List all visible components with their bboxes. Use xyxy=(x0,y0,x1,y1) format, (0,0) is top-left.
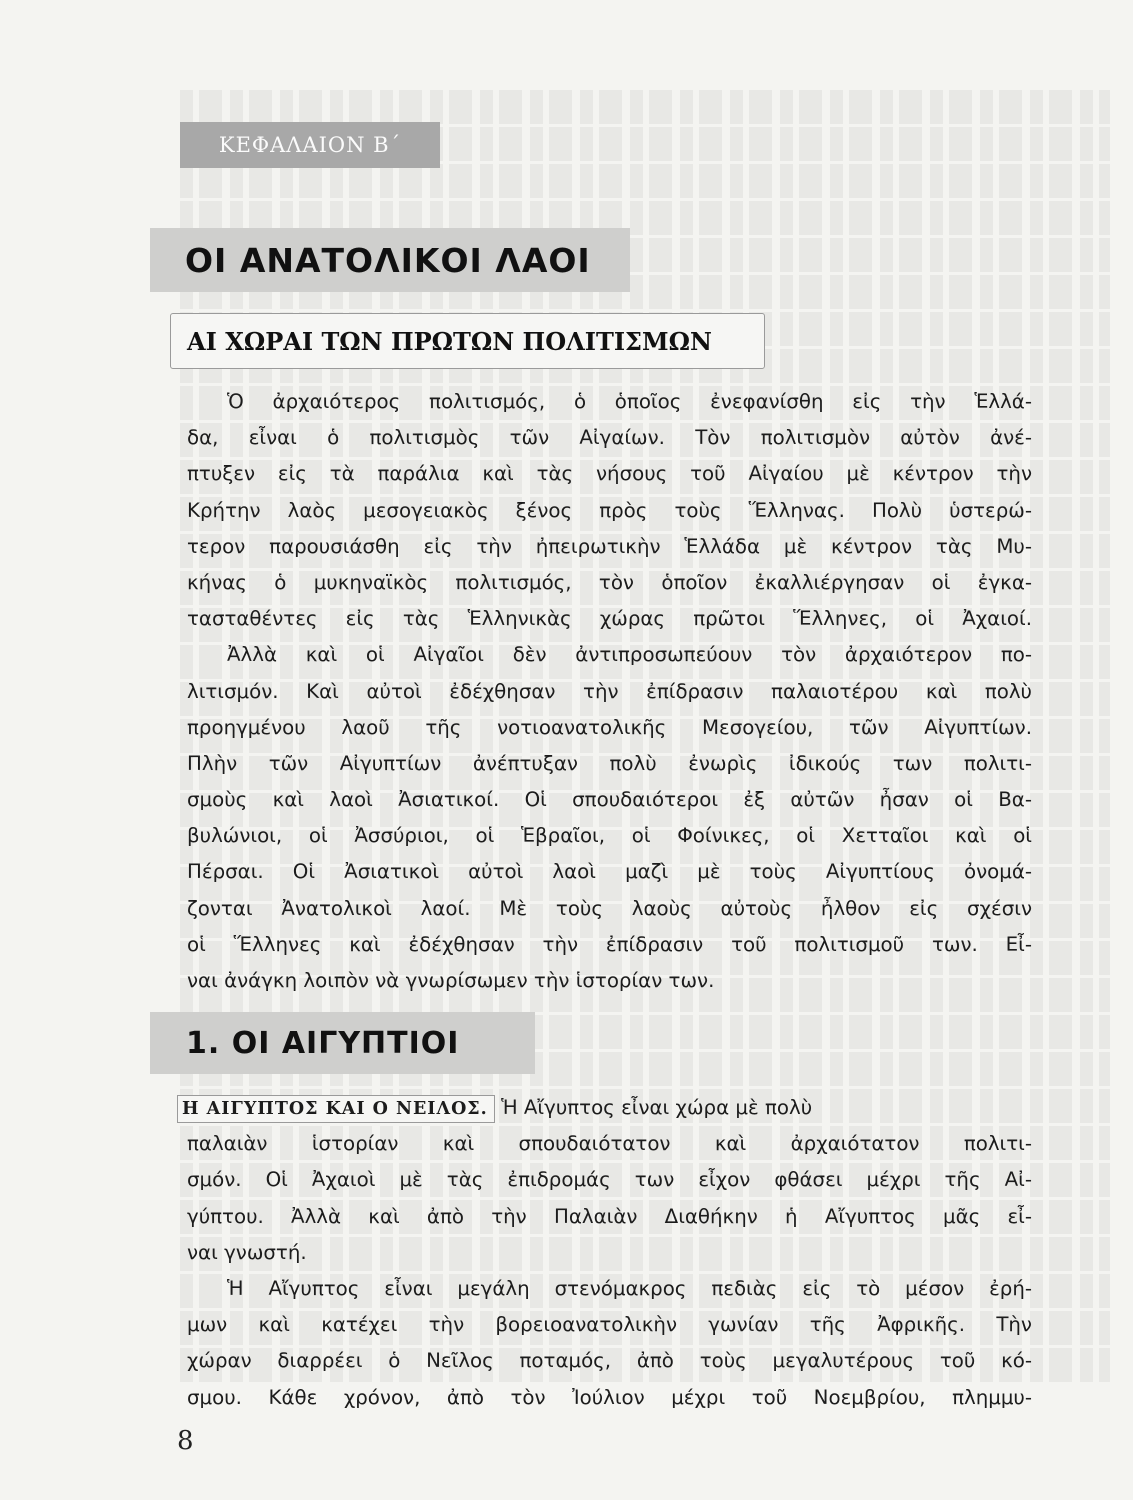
text-line: σμόν. Οἱ Ἀχαιοὶ μὲ τὰς ἐπιδρομάς των εἶχον φθάσει μέχρι τῆς Αἰ- xyxy=(187,1168,1032,1192)
text-line: τερον παρουσιάσθη εἰς τὴν ἠπειρωτικὴν Ἑλλάδα μὲ κέντρον τὰς Μυ- xyxy=(187,534,1032,558)
intro-paragraphs xyxy=(187,384,1032,999)
text-line: τασταθέντες εἰς τὰς Ἑλληνικὰς χώρας πρῶτοι Ἕλληνες, οἱ Ἀχαιοί. xyxy=(187,607,1032,631)
text-line: κήνας ὁ μυκηναϊκὸς πολιτισμός, τὸν ὁποῖον ἐκαλλιέργησαν οἱ ἐγκα- xyxy=(187,570,1032,594)
text-line: βυλώνιοι, οἱ Ἀσσύριοι, οἱ Ἑβραῖοι, οἱ Φοίνικες, οἱ Χετταῖοι καὶ οἱ xyxy=(187,824,1032,848)
text-line xyxy=(182,1090,1032,1126)
text-line: λιτισμόν. Καὶ αὐτοὶ ἐδέχθησαν τὴν ἐπίδρασιν παλαιοτέρου καὶ πολὺ xyxy=(187,679,1032,703)
main-title: ΟΙ ΑΝΑΤΟΛΙΚΟΙ ΛΑΟΙ xyxy=(150,228,630,292)
text-line: μων καὶ κατέχει τὴν βορειοανατολικὴν γωνίαν τῆς Ἀφρικῆς. Τὴν xyxy=(187,1313,1032,1337)
text-line: Ὁ ἀρχαιότερος πολιτισμός, ὁ ὁποῖος ἐνεφανίσθη εἰς τὴν Ἑλλά- xyxy=(227,390,1032,413)
text-line: πτυξεν εἰς τὰ παράλια καὶ τὰς νήσους τοῦ Αἰγαίου μὲ κέντρον τὴν xyxy=(187,462,1032,486)
text-line: Κρήτην λαὸς μεσογειακὸς ξένος πρὸς τοὺς Ἕλληνας. Πολὺ ὑστερώ- xyxy=(187,498,1032,522)
inline-heading: Η ΑΙΓΥΠΤΟΣ ΚΑΙ Ο ΝΕΙΛΟΣ. xyxy=(177,1095,495,1123)
text-line: ναι γνωστή. xyxy=(187,1240,307,1264)
text-line: οἱ Ἕλληνες καὶ ἐδέχθησαν τὴν ἐπίδρασιν τοῦ πολιτισμοῦ των. Εἶ- xyxy=(187,932,1032,956)
subtitle: ΑΙ ΧΩΡΑΙ ΤΩΝ ΠΡΩΤΩΝ ΠΟΛΙΤΙΣΜΩΝ xyxy=(170,313,765,369)
text-line: γύπτου. Ἀλλὰ καὶ ἀπὸ τὴν Παλαιὰν Διαθήκην ἡ Αἴγυπτος μᾶς εἶ- xyxy=(187,1204,1032,1228)
text-line: Πλὴν τῶν Αἰγυπτίων ἀνέπτυξαν πολὺ ἐνωρὶς ἰδικούς των πολιτι- xyxy=(187,751,1032,775)
text-line: ναι ἀνάγκη λοιπὸν νὰ γνωρίσωμεν τὴν ἱστορίαν των. xyxy=(187,969,715,992)
text-line: Ἡ Αἴγυπτος εἶναι μεγάλη στενόμακρος πεδιὰς εἰς τὸ μέσον ἐρή- xyxy=(227,1276,1032,1300)
text-line: παλαιὰν ἱστορίαν καὶ σπουδαιότατον καὶ ἀρχαιότατον πολιτι- xyxy=(187,1132,1032,1156)
chapter-label: ΚΕΦΑΛΑΙΟΝ Β΄ xyxy=(180,122,440,168)
first-line-rest: Ἡ Αἴγυπτος εἶναι χώρα μὲ πολὺ xyxy=(494,1096,813,1119)
text-line: Ἀλλὰ καὶ οἱ Αἰγαῖοι δὲν ἀντιπροσωπεύουν τὸν ἀρχαιότερον πο- xyxy=(227,643,1032,667)
page-number: 8 xyxy=(177,1426,194,1456)
text-line: δα, εἶναι ὁ πολιτισμὸς τῶν Αἰγαίων. Τὸν πολιτισμὸν αὐτὸν ἀνέ- xyxy=(187,426,1032,450)
text-line: χώραν διαρρέει ὁ Νεῖλος ποταμός, ἀπὸ τοὺς μεγαλυτέρους τοῦ κό- xyxy=(187,1349,1032,1373)
text-line: προηγμένου λαοῦ τῆς νοτιοανατολικῆς Μεσογείου, τῶν Αἰγυπτίων. xyxy=(187,715,1032,739)
text-line: Πέρσαι. Οἱ Ἀσιατικοὶ αὐτοὶ λαοὶ μαζὶ μὲ τοὺς Αἰγυπτίους ὀνομά- xyxy=(187,860,1032,884)
text-line: σμου. Κάθε χρόνον, ἀπὸ τὸν Ἰούλιον μέχρι τοῦ Νοεμβρίου, πλημμυ- xyxy=(187,1385,1032,1409)
text-line: ζονται Ἀνατολικοὶ λαοί. Μὲ τοὺς λαοὺς αὐτοὺς ἦλθον εἰς σχέσιν xyxy=(187,896,1032,920)
section-heading: 1. ΟΙ ΑΙΓΥΠΤΙΟΙ xyxy=(150,1012,535,1074)
text-line: σμοὺς καὶ λαοὶ Ἀσιατικοί. Οἱ σπουδαιότεροι ἐξ αὐτῶν ἦσαν οἱ Βα- xyxy=(187,788,1032,812)
section-paragraphs xyxy=(182,1090,1032,1416)
